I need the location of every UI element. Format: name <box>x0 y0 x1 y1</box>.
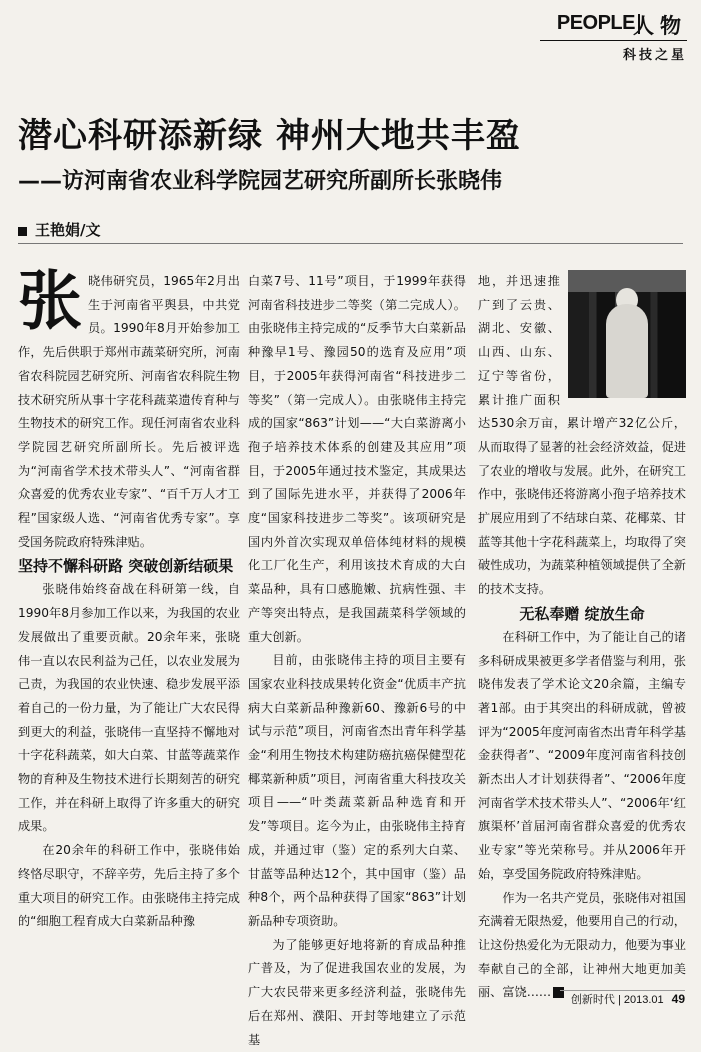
byline-rule <box>18 243 683 244</box>
paragraph: 目前，由张晓伟主持的项目主要有国家农业科技成果转化资金“优质丰产抗病大白菜新品种豫新60、豫新6号的中试与示范”项目，河南省杰出青年科学基金“利用生物技术构建防癌抗癌保健型花椰菜新种质”项目，河南省重大科技攻关项目——“叶类蔬菜新品种选育和开发”等项目。迄今为止，由张晓伟主持育成，并通过审（鉴）定的系列大白菜、甘蓝等品种达12个，其中国审（鉴）品种8个，两个品种获得了国家“863”计划新品种专项资助。 <box>248 653 466 928</box>
paragraph: 地，并迅速推广到了云贵、湖北、安徽、山西、山东、辽宁等省份，累计推广面积达530余万亩，累计增产32亿公斤，从而取得了显著的社会经济效益，促进了农业的增收与发展。此外，在研究工作中，张晓伟还将游离小孢子培养技术扩展应用到了不结球白菜、花椰菜、甘蓝等其他十字花科蔬菜上，均取得了突破性成功，为蔬菜种植领域提供了全新的技术支持。 <box>478 274 686 597</box>
square-bullet-icon <box>18 227 27 236</box>
paragraph: 张晓伟始终奋战在科研第一线，自1990年8月参加工作以来，为我国的农业发展做出了重要贡献。20余年来，张晓伟一直以农民利益为己任，以农业发展为己责，为我国的农业快速、稳步发展平添着自己的一份力量，为了能让广大农民得到更大的利益，张晓伟一直坚持不懈地对十字花科蔬菜，如大白菜、甘蓝等蔬菜作物的育种及生物技术进行长期刻苦的研究工作，并在科研上取得了许多重大的研究成果。 <box>18 582 240 834</box>
column-name: 科技之星 <box>622 48 687 63</box>
people-label: PEOPLE <box>557 12 643 35</box>
article-subtitle: ——访河南省农业科学院园艺研究所副所长张晓伟 <box>18 169 503 194</box>
paragraph: 作为一名共产党员，张晓伟对祖国充满着无限热爱，他要用自己的行动，让这份热爱化为无限动力，他要为事业奉献自己的全部，让神州大地更加美丽、富饶…… <box>478 890 686 1000</box>
footer <box>571 991 685 1007</box>
byline <box>18 219 100 240</box>
header-rule <box>540 40 687 41</box>
paragraph: 在20余年的科研工作中，张晓伟始终恪尽职守，不辞辛劳，先后主持了多个重大项目的研究工作。由张晓伟主持完成的“细胞工程育成大白菜新品种豫 <box>18 843 240 929</box>
column-2 <box>248 270 466 1052</box>
paragraph: 在科研工作中，为了能让自己的诸多科研成果被更多学者借鉴与利用，张晓伟发表了学术论文20余篇，主编专著1部。由于其突出的科研成就，曾被评为“2005年度河南省杰出青年科学基金获得者”、“2009年度河南省科技创新杰出人才计划获得者”、“2006年度河南省学术技术带头人”、“2006年‘红旗渠杯’首届河南省群众喜爱的优秀农业专家”等光荣称号。并从2006年开始，享受国务院政府特殊津贴。 <box>478 629 686 881</box>
page-number: 49 <box>671 992 685 1006</box>
section-label: 人物 <box>633 14 687 38</box>
paragraph: 张晓伟研究员，1965年2月出生于河南省平舆县，中共党员。1990年8月开始参加工作，先后供职于郑州市蔬菜研究所，河南省农科院园艺研究所、河南省农科院生物技术研究所从事十字花科蔬菜遗传育种与生物技术的研究工作。现任河南省农业科学院园艺研究所副所长。先后被评选为“河南省学术技术带头人”、“河南省群众喜爱的优秀农业专家”、“百千万人才工程”国家级人选、“河南省优秀专家”。享受国务院政府特殊津贴。 <box>18 264 240 549</box>
column-3 <box>478 270 686 1005</box>
drop-cap: 张 <box>18 264 82 339</box>
section-heading: 无私奉赠 绽放生命 <box>519 604 645 623</box>
paragraph: 白菜7号、11号”项目，于1999年获得河南省科技进步二等奖（第二完成人）。由张晓伟主持完成的“反季节大白菜新品种豫早1号、豫园50的选育及应用”项目，于2005年获得河南省“科技进步二等奖”（第一完成人）。由张晓伟主持完成的国家“863”计划——“大白菜游离小孢子培养技术体系的创建及其应用”项目，于2005年通过技术鉴定，其成果达到了国际先进水平，并获得了2006年度“国家科技进步二等奖”。该项研究是国内外首次实现双单倍体纯材料的规模化工厂化生产，利用该技术育成的大白菜品种，具有口感脆嫩、抗病性强、丰产等突出特点，是我国蔬菜科学领域的重大创新。 <box>248 274 466 644</box>
issue-label: 创新时代 | 2013.01 <box>570 994 664 1006</box>
paragraph: 为了能够更好地将新的育成品种推广普及，为了促进我国农业的发展，为广大农民带来更多经济利益，张晓伟先后在郑州、濮阳、开封等地建立了示范基 <box>248 937 466 1047</box>
article-title: 潜心科研添新绿 神州大地共丰盈 <box>18 116 521 156</box>
section-heading: 坚持不懈科研路 突破创新结硕果 <box>18 557 234 576</box>
portrait-photo <box>568 270 686 398</box>
column-1 <box>18 264 240 934</box>
byline-text: 王艳娟/文 <box>35 221 101 239</box>
